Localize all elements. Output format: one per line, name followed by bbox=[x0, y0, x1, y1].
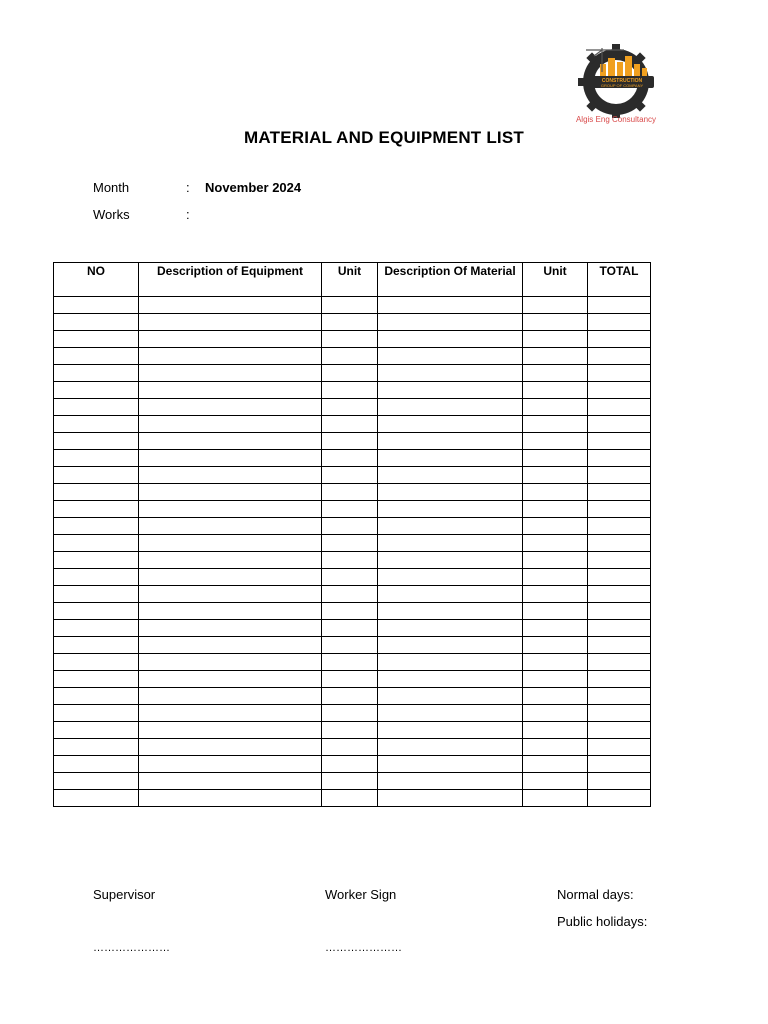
table-body bbox=[54, 297, 651, 807]
table-cell bbox=[523, 535, 588, 552]
table-cell bbox=[588, 739, 651, 756]
table-cell bbox=[139, 314, 322, 331]
table-cell bbox=[523, 569, 588, 586]
table-row bbox=[54, 688, 651, 705]
table-cell bbox=[54, 484, 139, 501]
table-row bbox=[54, 484, 651, 501]
header-total: TOTAL bbox=[588, 263, 651, 297]
table-cell bbox=[54, 314, 139, 331]
table-cell bbox=[523, 501, 588, 518]
table-row bbox=[54, 756, 651, 773]
table-cell bbox=[322, 297, 378, 314]
table-cell bbox=[54, 467, 139, 484]
table-row bbox=[54, 399, 651, 416]
table-row bbox=[54, 637, 651, 654]
table-cell bbox=[54, 535, 139, 552]
table-cell bbox=[523, 654, 588, 671]
table-cell bbox=[523, 603, 588, 620]
table-cell bbox=[322, 688, 378, 705]
table-cell bbox=[523, 773, 588, 790]
table-cell bbox=[139, 518, 322, 535]
table-cell bbox=[588, 297, 651, 314]
table-cell bbox=[378, 314, 523, 331]
table-cell bbox=[523, 722, 588, 739]
table-cell bbox=[139, 484, 322, 501]
table-cell bbox=[588, 382, 651, 399]
table-cell bbox=[54, 671, 139, 688]
svg-text:GROUP OF COMPANY: GROUP OF COMPANY bbox=[600, 83, 644, 88]
table-cell bbox=[588, 365, 651, 382]
table-cell bbox=[523, 467, 588, 484]
table-cell bbox=[322, 518, 378, 535]
table-cell bbox=[54, 688, 139, 705]
table-cell bbox=[378, 620, 523, 637]
table-cell bbox=[523, 314, 588, 331]
table-cell bbox=[54, 450, 139, 467]
table-cell bbox=[54, 348, 139, 365]
table-cell bbox=[378, 552, 523, 569]
month-label: Month bbox=[93, 180, 130, 195]
table-cell bbox=[322, 586, 378, 603]
table-cell bbox=[523, 450, 588, 467]
table-row bbox=[54, 348, 651, 365]
table-cell bbox=[588, 620, 651, 637]
table-row bbox=[54, 467, 651, 484]
table-cell bbox=[588, 450, 651, 467]
table-cell bbox=[322, 739, 378, 756]
company-logo bbox=[556, 42, 676, 130]
table-cell bbox=[322, 365, 378, 382]
table-cell bbox=[588, 790, 651, 807]
table-cell bbox=[378, 399, 523, 416]
table-cell bbox=[523, 790, 588, 807]
table-cell bbox=[523, 620, 588, 637]
gear-logo-icon bbox=[556, 42, 676, 118]
table-row bbox=[54, 586, 651, 603]
table-cell bbox=[54, 331, 139, 348]
table-cell bbox=[139, 399, 322, 416]
table-cell bbox=[139, 433, 322, 450]
table-cell bbox=[378, 739, 523, 756]
table-cell bbox=[523, 297, 588, 314]
header-material-description: Description Of Material bbox=[378, 263, 523, 297]
table-cell bbox=[378, 637, 523, 654]
table-cell bbox=[523, 705, 588, 722]
table-cell bbox=[139, 756, 322, 773]
table-cell bbox=[523, 399, 588, 416]
page-title: MATERIAL AND EQUIPMENT LIST bbox=[244, 128, 524, 147]
table-cell bbox=[378, 688, 523, 705]
table-cell bbox=[139, 739, 322, 756]
table-cell bbox=[322, 705, 378, 722]
table-cell bbox=[54, 603, 139, 620]
table-cell bbox=[523, 739, 588, 756]
table-cell bbox=[378, 297, 523, 314]
table-cell bbox=[378, 365, 523, 382]
table-cell bbox=[523, 416, 588, 433]
table-cell bbox=[523, 433, 588, 450]
table-cell bbox=[322, 348, 378, 365]
table-cell bbox=[523, 382, 588, 399]
table-cell bbox=[54, 790, 139, 807]
table-cell bbox=[322, 722, 378, 739]
table-cell bbox=[139, 671, 322, 688]
table-cell bbox=[322, 450, 378, 467]
table-row bbox=[54, 705, 651, 722]
table-cell bbox=[139, 688, 322, 705]
table-row bbox=[54, 671, 651, 688]
table-cell bbox=[139, 297, 322, 314]
table-cell bbox=[588, 467, 651, 484]
table-cell bbox=[139, 722, 322, 739]
table-cell bbox=[588, 416, 651, 433]
header-material-unit: Unit bbox=[523, 263, 588, 297]
table-cell bbox=[54, 654, 139, 671]
table-cell bbox=[54, 620, 139, 637]
table-cell bbox=[54, 399, 139, 416]
table-cell bbox=[378, 382, 523, 399]
table-row bbox=[54, 790, 651, 807]
table-cell bbox=[54, 705, 139, 722]
table-cell bbox=[139, 416, 322, 433]
table-cell bbox=[54, 382, 139, 399]
normal-days-label: Normal days: bbox=[557, 887, 634, 902]
table-cell bbox=[378, 331, 523, 348]
table-cell bbox=[322, 773, 378, 790]
table-cell bbox=[322, 637, 378, 654]
table-cell bbox=[588, 756, 651, 773]
table-cell bbox=[139, 586, 322, 603]
table-row bbox=[54, 314, 651, 331]
table-cell bbox=[139, 501, 322, 518]
table-cell bbox=[54, 365, 139, 382]
table-cell bbox=[322, 535, 378, 552]
table-cell bbox=[523, 365, 588, 382]
table-cell bbox=[378, 773, 523, 790]
table-cell bbox=[588, 348, 651, 365]
table-cell bbox=[139, 790, 322, 807]
table-cell bbox=[322, 790, 378, 807]
table-cell bbox=[588, 671, 651, 688]
table-cell bbox=[588, 654, 651, 671]
table-cell bbox=[322, 603, 378, 620]
table-row bbox=[54, 450, 651, 467]
table-cell bbox=[139, 467, 322, 484]
table-cell bbox=[523, 484, 588, 501]
table-row bbox=[54, 722, 651, 739]
material-equipment-table bbox=[53, 262, 651, 807]
table-cell bbox=[139, 382, 322, 399]
table-cell bbox=[54, 773, 139, 790]
table-row bbox=[54, 518, 651, 535]
table-cell bbox=[322, 654, 378, 671]
works-label: Works bbox=[93, 207, 130, 222]
table-cell bbox=[54, 739, 139, 756]
table-cell bbox=[54, 756, 139, 773]
table-cell bbox=[588, 773, 651, 790]
table-row bbox=[54, 433, 651, 450]
table-cell bbox=[139, 637, 322, 654]
table-cell bbox=[588, 518, 651, 535]
table-row bbox=[54, 382, 651, 399]
table-cell bbox=[378, 467, 523, 484]
public-holidays-label: Public holidays: bbox=[557, 914, 648, 929]
table-cell bbox=[588, 433, 651, 450]
table-row bbox=[54, 773, 651, 790]
table-cell bbox=[588, 501, 651, 518]
table-cell bbox=[322, 552, 378, 569]
table-cell bbox=[139, 348, 322, 365]
table-cell bbox=[378, 569, 523, 586]
table-cell bbox=[523, 586, 588, 603]
table-cell bbox=[523, 756, 588, 773]
logo-caption: Algis Eng Consultancy bbox=[575, 115, 657, 124]
table-cell bbox=[378, 705, 523, 722]
table-row bbox=[54, 739, 651, 756]
table-cell bbox=[139, 654, 322, 671]
table-cell bbox=[588, 603, 651, 620]
table-cell bbox=[139, 705, 322, 722]
svg-text:CONSTRUCTION: CONSTRUCTION bbox=[601, 78, 643, 84]
table-header-row bbox=[54, 263, 651, 297]
table-cell bbox=[322, 501, 378, 518]
table-cell bbox=[588, 331, 651, 348]
table-cell bbox=[322, 382, 378, 399]
table-cell bbox=[139, 450, 322, 467]
table-cell bbox=[378, 433, 523, 450]
table-row bbox=[54, 620, 651, 637]
table-row bbox=[54, 501, 651, 518]
table-cell bbox=[523, 552, 588, 569]
table-cell bbox=[322, 399, 378, 416]
table-cell bbox=[139, 365, 322, 382]
table-cell bbox=[588, 569, 651, 586]
table-cell bbox=[322, 331, 378, 348]
table-cell bbox=[322, 620, 378, 637]
table-cell bbox=[322, 756, 378, 773]
table-cell bbox=[139, 535, 322, 552]
table-cell bbox=[523, 518, 588, 535]
table-cell bbox=[139, 773, 322, 790]
table-cell bbox=[378, 450, 523, 467]
table-cell bbox=[588, 705, 651, 722]
table-cell bbox=[378, 518, 523, 535]
table-cell bbox=[139, 331, 322, 348]
table-cell bbox=[54, 722, 139, 739]
month-colon: : bbox=[186, 180, 190, 195]
table-cell bbox=[378, 501, 523, 518]
supervisor-label: Supervisor bbox=[93, 887, 156, 902]
month-value: November 2024 bbox=[205, 180, 302, 195]
table-cell bbox=[54, 416, 139, 433]
table-cell bbox=[378, 348, 523, 365]
table-cell bbox=[588, 552, 651, 569]
header-equipment-description: Description of Equipment bbox=[139, 263, 322, 297]
table-cell bbox=[588, 484, 651, 501]
table-row bbox=[54, 603, 651, 620]
table-cell bbox=[139, 620, 322, 637]
table-row bbox=[54, 365, 651, 382]
table-cell bbox=[54, 569, 139, 586]
table-cell bbox=[322, 569, 378, 586]
table-cell bbox=[322, 467, 378, 484]
table-cell bbox=[588, 688, 651, 705]
table-row bbox=[54, 297, 651, 314]
table-row bbox=[54, 654, 651, 671]
table-cell bbox=[523, 331, 588, 348]
table-cell bbox=[588, 586, 651, 603]
table-cell bbox=[54, 297, 139, 314]
table-cell bbox=[588, 535, 651, 552]
table-row bbox=[54, 569, 651, 586]
table-cell bbox=[588, 399, 651, 416]
table-cell bbox=[54, 637, 139, 654]
table-cell bbox=[523, 688, 588, 705]
table-cell bbox=[523, 671, 588, 688]
table-cell bbox=[588, 637, 651, 654]
table-cell bbox=[322, 416, 378, 433]
table-cell bbox=[378, 654, 523, 671]
worker-sign-label: Worker Sign bbox=[325, 887, 397, 902]
table-row bbox=[54, 331, 651, 348]
table-cell bbox=[378, 535, 523, 552]
header-no: NO bbox=[54, 263, 139, 297]
supervisor-signature-line: ………………… bbox=[93, 942, 170, 954]
header-equipment-unit: Unit bbox=[322, 263, 378, 297]
table-cell bbox=[54, 433, 139, 450]
table-cell bbox=[378, 484, 523, 501]
works-colon: : bbox=[186, 207, 190, 222]
table-cell bbox=[378, 586, 523, 603]
table-cell bbox=[588, 314, 651, 331]
table-cell bbox=[378, 790, 523, 807]
table-cell bbox=[54, 518, 139, 535]
table-cell bbox=[523, 637, 588, 654]
table-cell bbox=[139, 603, 322, 620]
table-row bbox=[54, 552, 651, 569]
table-cell bbox=[378, 756, 523, 773]
table-cell bbox=[378, 416, 523, 433]
table-row bbox=[54, 416, 651, 433]
table-cell bbox=[322, 671, 378, 688]
table-cell bbox=[322, 433, 378, 450]
table-cell bbox=[378, 603, 523, 620]
table-cell bbox=[54, 501, 139, 518]
table-cell bbox=[378, 722, 523, 739]
worker-signature-line: ………………… bbox=[325, 942, 402, 954]
table-cell bbox=[139, 569, 322, 586]
table-cell bbox=[322, 484, 378, 501]
table-row bbox=[54, 535, 651, 552]
table-cell bbox=[378, 671, 523, 688]
table-cell bbox=[523, 348, 588, 365]
table-cell bbox=[139, 552, 322, 569]
table-cell bbox=[54, 586, 139, 603]
table-cell bbox=[54, 552, 139, 569]
table-cell bbox=[588, 722, 651, 739]
table-cell bbox=[322, 314, 378, 331]
